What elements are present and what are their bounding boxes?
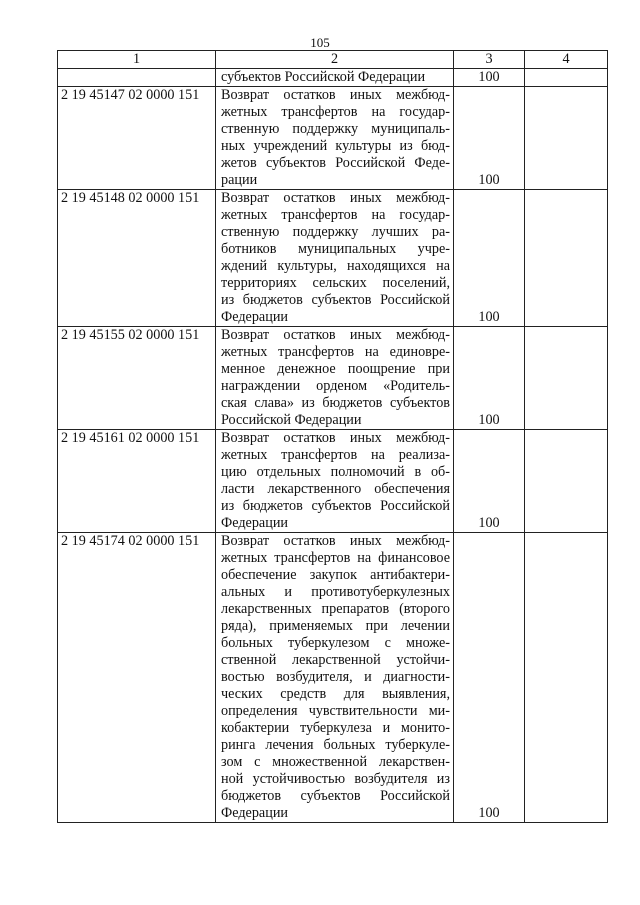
description-line: ждений культуры, находящихся на: [221, 258, 450, 274]
column-4-cell: [525, 190, 608, 327]
description-line: ринга лечения больных туберкуле-: [221, 737, 450, 753]
budget-code-cell: 2 19 45161 02 0000 151: [58, 430, 216, 533]
description-line: Возврат остатков иных межбюд-: [221, 190, 450, 206]
description-line: ряда), применяемых при лечении: [221, 618, 450, 634]
description-line: награждении орденом «Родитель-: [221, 378, 450, 394]
description-line: ская слава» из бюджетов субъектов: [221, 395, 450, 411]
description-cell: [216, 190, 454, 327]
description-line: Возврат остатков иных межбюд-: [221, 87, 450, 103]
description-cell: [216, 69, 454, 87]
budget-code-cell: 2 19 45155 02 0000 151: [58, 327, 216, 430]
standard-percent-cell: 100: [454, 69, 525, 87]
budget-code-cell: [58, 69, 216, 87]
column-4-cell: [525, 327, 608, 430]
description-line: ственную поддержку муниципаль-: [221, 121, 450, 137]
description-line: ласти лекарственного обеспечения: [221, 481, 450, 497]
budget-code-cell: 2 19 45148 02 0000 151: [58, 190, 216, 327]
standard-percent-cell: 100: [454, 327, 525, 430]
description-cell: [216, 327, 454, 430]
description-line: зом с множественной лекарствен-: [221, 754, 450, 770]
budget-code-cell: 2 19 45147 02 0000 151: [58, 87, 216, 190]
table-header-row: [58, 51, 608, 69]
description-line: жетных трансфертов на единовре-: [221, 344, 450, 360]
description-line: определения чувствительности ми-: [221, 703, 450, 719]
description-line: лекарственных препаратов (второго: [221, 601, 450, 617]
description-line: ственную поддержку лучших ра-: [221, 224, 450, 240]
budget-code-cell: 2 19 45174 02 0000 151: [58, 533, 216, 823]
description-line: территориях сельских поселений,: [221, 275, 450, 291]
description-line: бюджетов субъектов Российской: [221, 788, 450, 804]
description-line: ной устойчивостью возбудителя из: [221, 771, 450, 787]
description-line: Федерации: [221, 309, 289, 325]
description-line: Возврат остатков иных межбюд-: [221, 327, 450, 343]
description-line: рации: [221, 172, 258, 188]
column-header-4: 4: [525, 51, 608, 69]
standard-percent-cell: 100: [454, 87, 525, 190]
table-row: [58, 533, 608, 823]
column-4-cell: [525, 87, 608, 190]
description-line: жетных трансфертов на государ-: [221, 207, 450, 223]
description-line: ботников муниципальных учре-: [221, 241, 450, 257]
description-line: ческих средств для выявления,: [221, 686, 450, 702]
description-cell: [216, 533, 454, 823]
standard-percent-cell: 100: [454, 430, 525, 533]
description-line: из бюджетов субъектов Российской: [221, 292, 450, 308]
description-line: субъектов Российской Федерации: [221, 69, 426, 85]
description-line: Возврат остатков иных межбюд-: [221, 533, 450, 549]
description-line: из бюджетов субъектов Российской: [221, 498, 450, 514]
description-line: кобактерии туберкулеза и монито-: [221, 720, 450, 736]
description-line: жетных трансфертов на государ-: [221, 104, 450, 120]
table-row: [58, 327, 608, 430]
description-line: Федерации: [221, 515, 289, 531]
description-cell: [216, 430, 454, 533]
description-line: ственной лекарственной устойчи-: [221, 652, 450, 668]
table-body: [58, 51, 608, 823]
column-4-cell: [525, 430, 608, 533]
column-header-2: 2: [216, 51, 454, 69]
description-line: жетов субъектов Российской Феде-: [221, 155, 450, 171]
description-line: больных туберкулезом с множе-: [221, 635, 450, 651]
column-header-3: 3: [454, 51, 525, 69]
table-row: [58, 190, 608, 327]
description-cell: [216, 87, 454, 190]
table-row: [58, 430, 608, 533]
description-line: ных учреждений культуры из бюд-: [221, 138, 450, 154]
description-line: Российской Федерации: [221, 412, 362, 428]
description-line: жетных трансфертов на реализа-: [221, 447, 450, 463]
description-line: альных и противотуберкулезных: [221, 584, 450, 600]
budget-codes-table: [57, 50, 608, 823]
page-number: 105: [310, 35, 330, 50]
table-row: [58, 69, 608, 87]
description-line: Возврат остатков иных межбюд-: [221, 430, 450, 446]
description-line: менное денежное поощрение при: [221, 361, 450, 377]
table-row: [58, 87, 608, 190]
standard-percent-cell: 100: [454, 190, 525, 327]
description-line: востью возбудителя, и диагности-: [221, 669, 450, 685]
description-line: жетных трансфертов на финансовое: [221, 550, 450, 566]
description-line: цию отдельных полномочий в об-: [221, 464, 450, 480]
column-4-cell: [525, 533, 608, 823]
column-header-1: 1: [58, 51, 216, 69]
column-4-cell: [525, 69, 608, 87]
standard-percent-cell: 100: [454, 533, 525, 823]
description-line: Федерации: [221, 805, 289, 821]
description-line: обеспечение закупок антибактери-: [221, 567, 450, 583]
